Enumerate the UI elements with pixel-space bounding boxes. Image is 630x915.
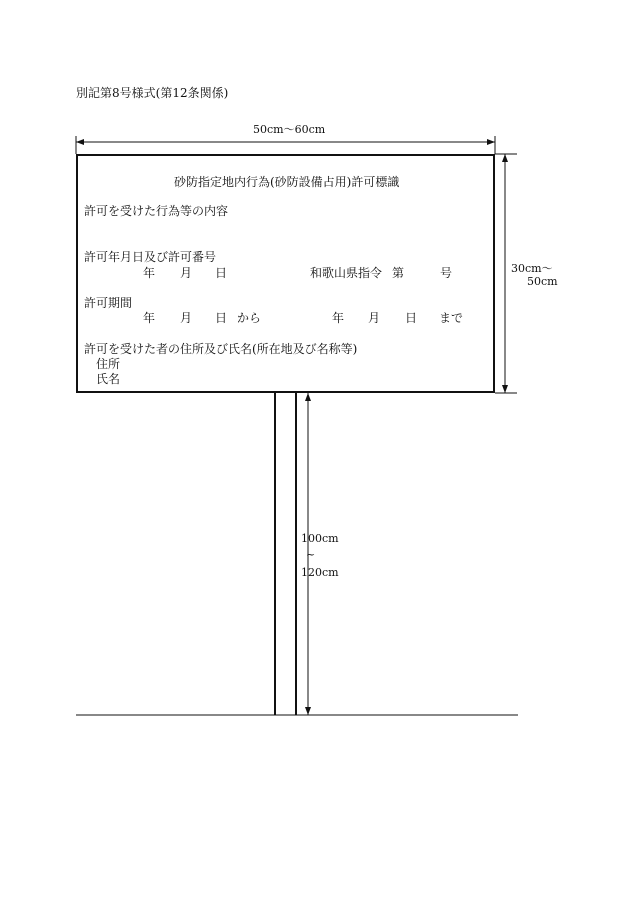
date-day: 日: [215, 266, 228, 280]
permit-holder-label: 許可を受けた者の住所及び氏名(所在地及び名称等): [84, 342, 358, 356]
post-dimension-label-2: ~: [306, 548, 316, 561]
date-month: 月: [180, 266, 193, 280]
post-dimension-label-3: 120cm: [301, 566, 339, 579]
period-start-year: 年: [143, 311, 156, 325]
content-label: 許可を受けた行為等の内容: [84, 204, 229, 218]
post-arrow-bottom: [305, 707, 311, 715]
form-caption: 別記第8号様式(第12条関係): [76, 86, 229, 100]
period-start-day: 日: [215, 311, 228, 325]
height-dimension-label-1: 30cm〜: [511, 262, 553, 275]
period-until: まで: [439, 311, 464, 325]
period-start-month: 月: [180, 311, 193, 325]
permit-number-suffix: 号: [440, 266, 453, 280]
sign-board: [76, 154, 495, 393]
period-end-day: 日: [405, 311, 418, 325]
height-arrow-bottom: [502, 385, 508, 393]
date-year: 年: [143, 266, 156, 280]
period-end-month: 月: [368, 311, 381, 325]
period-from: から: [237, 311, 262, 325]
post-dimension-label-1: 100cm: [301, 532, 339, 545]
width-dimension-label: 50cm〜60cm: [253, 123, 326, 136]
permit-org: 和歌山県指令: [310, 266, 383, 280]
period-end-year: 年: [332, 311, 345, 325]
width-arrow-left: [76, 139, 84, 145]
post-arrow-top: [305, 393, 311, 401]
sign-title: 砂防指定地内行為(砂防設備占用)許可標識: [174, 175, 400, 189]
name-label: 氏名: [96, 372, 121, 386]
permit-date-label: 許可年月日及び許可番号: [84, 250, 217, 264]
height-arrow-top: [502, 154, 508, 162]
height-dimension-label-2: 50cm: [527, 275, 558, 288]
width-arrow-right: [487, 139, 495, 145]
permit-period-label: 許可期間: [84, 296, 133, 310]
address-label: 住所: [96, 357, 121, 371]
permit-number-prefix: 第: [392, 266, 405, 280]
